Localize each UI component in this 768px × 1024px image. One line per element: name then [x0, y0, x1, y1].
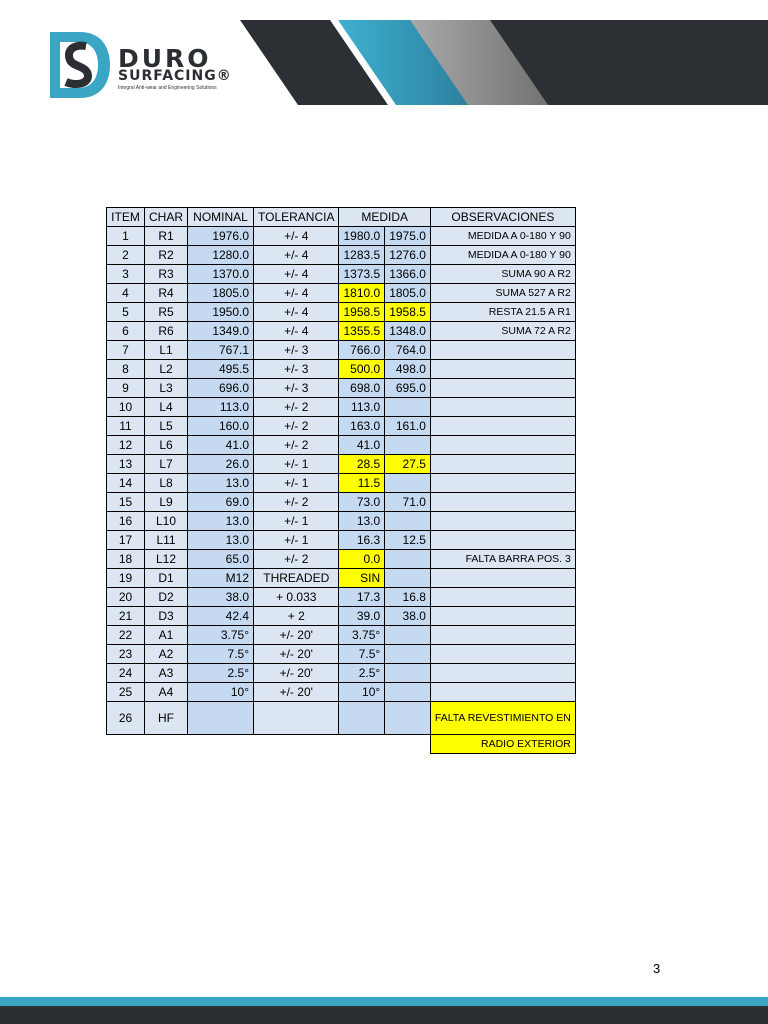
cell-nominal: 495.5 — [188, 360, 254, 379]
cell-nominal: 1280.0 — [188, 246, 254, 265]
cell-observacion: SUMA 72 A R2 — [430, 322, 575, 341]
measurement-table — [106, 207, 576, 754]
cell-nominal: 42.4 — [188, 607, 254, 626]
cell-medida-1: 766.0 — [339, 341, 385, 360]
cell-medida-2 — [385, 398, 431, 417]
table-row — [107, 341, 576, 360]
cell-medida-1: 11.5 — [339, 474, 385, 493]
cell-medida-1: 13.0 — [339, 512, 385, 531]
empty-cell — [188, 735, 254, 754]
cell-medida-1 — [339, 702, 385, 735]
cell-tolerance: +/- 4 — [254, 322, 339, 341]
cell-tolerance: +/- 4 — [254, 227, 339, 246]
cell-medida-2: 27.5 — [385, 455, 431, 474]
cell-medida-1: 1355.5 — [339, 322, 385, 341]
table-row — [107, 227, 576, 246]
header-observaciones: OBSERVACIONES — [430, 208, 575, 227]
company-logo — [46, 30, 246, 100]
cell-medida-2 — [385, 645, 431, 664]
cell-tolerance: +/- 4 — [254, 246, 339, 265]
header-nominal: NOMINAL — [188, 208, 254, 227]
cell-char: HF — [145, 702, 188, 735]
cell-nominal: 160.0 — [188, 417, 254, 436]
cell-medida-2 — [385, 569, 431, 588]
cell-char: L1 — [145, 341, 188, 360]
table-row — [107, 664, 576, 683]
cell-medida-2: 1805.0 — [385, 284, 431, 303]
cell-observacion-continued: RADIO EXTERIOR — [430, 735, 575, 754]
table-row — [107, 246, 576, 265]
cell-tolerance: +/- 1 — [254, 474, 339, 493]
table-row — [107, 303, 576, 322]
cell-medida-1: 163.0 — [339, 417, 385, 436]
cell-nominal: 1950.0 — [188, 303, 254, 322]
cell-medida-2: 1348.0 — [385, 322, 431, 341]
table-row — [107, 512, 576, 531]
cell-observacion: SUMA 527 A R2 — [430, 284, 575, 303]
cell-item: 4 — [107, 284, 145, 303]
cell-nominal: 1370.0 — [188, 265, 254, 284]
table-note-row — [107, 735, 576, 754]
cell-observacion — [430, 645, 575, 664]
cell-medida-1: 39.0 — [339, 607, 385, 626]
cell-tolerance: +/- 2 — [254, 398, 339, 417]
cell-char: R2 — [145, 246, 188, 265]
cell-tolerance: +/- 3 — [254, 379, 339, 398]
cell-observacion — [430, 493, 575, 512]
cell-char: L12 — [145, 550, 188, 569]
cell-item: 1 — [107, 227, 145, 246]
cell-medida-1: 10° — [339, 683, 385, 702]
table-row — [107, 284, 576, 303]
cell-tolerance: +/- 4 — [254, 265, 339, 284]
cell-nominal: 65.0 — [188, 550, 254, 569]
logo-tagline: Integral Anti-wear and Engineering Solutions — [118, 85, 217, 91]
cell-tolerance: +/- 3 — [254, 360, 339, 379]
cell-medida-1: 28.5 — [339, 455, 385, 474]
footer-blue-stripe — [0, 997, 768, 1006]
empty-cell — [107, 735, 145, 754]
cell-observacion — [430, 379, 575, 398]
logo-brand-line2: SURFACING® — [118, 68, 232, 84]
cell-nominal: 7.5° — [188, 645, 254, 664]
cell-nominal: 10° — [188, 683, 254, 702]
cell-nominal: 1349.0 — [188, 322, 254, 341]
cell-char: D1 — [145, 569, 188, 588]
cell-medida-2 — [385, 702, 431, 735]
cell-char: L8 — [145, 474, 188, 493]
cell-nominal: 69.0 — [188, 493, 254, 512]
table-row — [107, 607, 576, 626]
table-row — [107, 360, 576, 379]
cell-tolerance: THREADED — [254, 569, 339, 588]
empty-cell — [254, 735, 339, 754]
cell-nominal: 2.5° — [188, 664, 254, 683]
table-row — [107, 626, 576, 645]
cell-item: 24 — [107, 664, 145, 683]
table-row — [107, 683, 576, 702]
cell-observacion: RESTA 21.5 A R1 — [430, 303, 575, 322]
cell-observacion — [430, 607, 575, 626]
cell-item: 26 — [107, 702, 145, 735]
cell-item: 15 — [107, 493, 145, 512]
cell-observacion: SUMA 90 A R2 — [430, 265, 575, 284]
cell-nominal: 3.75° — [188, 626, 254, 645]
cell-nominal: 13.0 — [188, 512, 254, 531]
cell-medida-2 — [385, 436, 431, 455]
cell-medida-2: 1975.0 — [385, 227, 431, 246]
cell-medida-2 — [385, 664, 431, 683]
cell-medida-1: 41.0 — [339, 436, 385, 455]
empty-cell — [339, 735, 385, 754]
cell-char: L5 — [145, 417, 188, 436]
cell-tolerance: +/- 1 — [254, 512, 339, 531]
cell-medida-1: 3.75° — [339, 626, 385, 645]
cell-observacion — [430, 569, 575, 588]
cell-medida-1: 0.0 — [339, 550, 385, 569]
cell-char: R5 — [145, 303, 188, 322]
cell-char: A2 — [145, 645, 188, 664]
table-row — [107, 569, 576, 588]
cell-tolerance: +/- 4 — [254, 284, 339, 303]
cell-item: 17 — [107, 531, 145, 550]
cell-medida-2 — [385, 550, 431, 569]
cell-item: 23 — [107, 645, 145, 664]
cell-item: 19 — [107, 569, 145, 588]
cell-observacion — [430, 588, 575, 607]
cell-medida-2: 1366.0 — [385, 265, 431, 284]
cell-char: R6 — [145, 322, 188, 341]
header-item: ITEM — [107, 208, 145, 227]
table-row — [107, 550, 576, 569]
cell-item: 22 — [107, 626, 145, 645]
cell-nominal: 113.0 — [188, 398, 254, 417]
cell-char: L7 — [145, 455, 188, 474]
cell-tolerance — [254, 702, 339, 735]
cell-tolerance: +/- 1 — [254, 531, 339, 550]
cell-nominal: 41.0 — [188, 436, 254, 455]
cell-medida-2: 695.0 — [385, 379, 431, 398]
cell-observacion — [430, 474, 575, 493]
cell-medida-2: 161.0 — [385, 417, 431, 436]
cell-tolerance: +/- 2 — [254, 436, 339, 455]
cell-item: 3 — [107, 265, 145, 284]
cell-char: L6 — [145, 436, 188, 455]
cell-item: 21 — [107, 607, 145, 626]
cell-medida-2 — [385, 474, 431, 493]
cell-tolerance: +/- 2 — [254, 550, 339, 569]
empty-cell — [385, 735, 431, 754]
cell-item: 10 — [107, 398, 145, 417]
cell-medida-1: 17.3 — [339, 588, 385, 607]
cell-observacion: FALTA BARRA POS. 3 — [430, 550, 575, 569]
cell-medida-2: 1958.5 — [385, 303, 431, 322]
cell-nominal: M12 — [188, 569, 254, 588]
cell-medida-1: 1283.5 — [339, 246, 385, 265]
cell-item: 5 — [107, 303, 145, 322]
table-row — [107, 474, 576, 493]
cell-medida-1: 1810.0 — [339, 284, 385, 303]
page-number: 3 — [653, 961, 661, 976]
cell-tolerance: +/- 2 — [254, 493, 339, 512]
cell-medida-2 — [385, 683, 431, 702]
cell-medida-2: 38.0 — [385, 607, 431, 626]
cell-observacion: FALTA REVESTIMIENTO EN — [430, 702, 575, 735]
cell-medida-2: 12.5 — [385, 531, 431, 550]
cell-medida-2: 71.0 — [385, 493, 431, 512]
cell-char: R4 — [145, 284, 188, 303]
cell-item: 9 — [107, 379, 145, 398]
cell-item: 13 — [107, 455, 145, 474]
cell-item: 12 — [107, 436, 145, 455]
cell-item: 2 — [107, 246, 145, 265]
table-row — [107, 531, 576, 550]
cell-medida-1: 1958.5 — [339, 303, 385, 322]
cell-char: A1 — [145, 626, 188, 645]
cell-item: 11 — [107, 417, 145, 436]
cell-item: 6 — [107, 322, 145, 341]
cell-char: L10 — [145, 512, 188, 531]
cell-observacion — [430, 341, 575, 360]
cell-observacion: MEDIDA A 0-180 Y 90 — [430, 227, 575, 246]
cell-medida-1: 1373.5 — [339, 265, 385, 284]
cell-char: L3 — [145, 379, 188, 398]
cell-nominal — [188, 702, 254, 735]
cell-tolerance: +/- 20' — [254, 664, 339, 683]
table-row — [107, 493, 576, 512]
cell-observacion: MEDIDA A 0-180 Y 90 — [430, 246, 575, 265]
header-char: CHAR — [145, 208, 188, 227]
table-row — [107, 417, 576, 436]
cell-tolerance: +/- 20' — [254, 645, 339, 664]
cell-char: R1 — [145, 227, 188, 246]
cell-item: 14 — [107, 474, 145, 493]
cell-nominal: 38.0 — [188, 588, 254, 607]
cell-nominal: 13.0 — [188, 474, 254, 493]
cell-medida-1: 500.0 — [339, 360, 385, 379]
table-row — [107, 455, 576, 474]
cell-tolerance: +/- 1 — [254, 455, 339, 474]
cell-item: 20 — [107, 588, 145, 607]
table-row — [107, 398, 576, 417]
cell-observacion — [430, 455, 575, 474]
cell-tolerance: +/- 20' — [254, 626, 339, 645]
cell-char: L11 — [145, 531, 188, 550]
table-row — [107, 702, 576, 735]
cell-char: L4 — [145, 398, 188, 417]
cell-observacion — [430, 683, 575, 702]
cell-char: L2 — [145, 360, 188, 379]
table-row — [107, 436, 576, 455]
cell-nominal: 13.0 — [188, 531, 254, 550]
logo-mark-icon — [46, 30, 112, 100]
table-row — [107, 379, 576, 398]
cell-char: D3 — [145, 607, 188, 626]
cell-medida-2 — [385, 512, 431, 531]
cell-nominal: 1805.0 — [188, 284, 254, 303]
table-row — [107, 588, 576, 607]
cell-char: L9 — [145, 493, 188, 512]
logo-brand-line1: DURO — [118, 44, 212, 73]
cell-item: 16 — [107, 512, 145, 531]
cell-char: R3 — [145, 265, 188, 284]
cell-item: 8 — [107, 360, 145, 379]
cell-nominal: 1976.0 — [188, 227, 254, 246]
cell-tolerance: +/- 4 — [254, 303, 339, 322]
cell-medida-1: SIN — [339, 569, 385, 588]
cell-medida-2: 498.0 — [385, 360, 431, 379]
table-row — [107, 265, 576, 284]
cell-medida-1: 73.0 — [339, 493, 385, 512]
cell-observacion — [430, 531, 575, 550]
cell-observacion — [430, 512, 575, 531]
cell-observacion — [430, 360, 575, 379]
cell-medida-1: 113.0 — [339, 398, 385, 417]
cell-medida-1: 16.3 — [339, 531, 385, 550]
cell-nominal: 26.0 — [188, 455, 254, 474]
footer-dark-band — [0, 1006, 768, 1024]
cell-medida-1: 698.0 — [339, 379, 385, 398]
cell-observacion — [430, 626, 575, 645]
cell-item: 25 — [107, 683, 145, 702]
cell-tolerance: +/- 20' — [254, 683, 339, 702]
empty-cell — [145, 735, 188, 754]
cell-nominal: 696.0 — [188, 379, 254, 398]
header-medida: MEDIDA — [339, 208, 430, 227]
cell-item: 18 — [107, 550, 145, 569]
cell-medida-1: 7.5° — [339, 645, 385, 664]
cell-medida-1: 2.5° — [339, 664, 385, 683]
cell-observacion — [430, 436, 575, 455]
cell-tolerance: +/- 3 — [254, 341, 339, 360]
cell-item: 7 — [107, 341, 145, 360]
cell-medida-1: 1980.0 — [339, 227, 385, 246]
cell-observacion — [430, 664, 575, 683]
cell-medida-2: 764.0 — [385, 341, 431, 360]
cell-tolerance: +/- 2 — [254, 417, 339, 436]
header-tolerancia: TOLERANCIA — [254, 208, 339, 227]
cell-char: D2 — [145, 588, 188, 607]
cell-observacion — [430, 398, 575, 417]
cell-medida-2 — [385, 626, 431, 645]
table-row — [107, 322, 576, 341]
cell-char: A3 — [145, 664, 188, 683]
cell-observacion — [430, 417, 575, 436]
cell-nominal: 767.1 — [188, 341, 254, 360]
table-header-row — [107, 208, 576, 227]
cell-medida-2: 1276.0 — [385, 246, 431, 265]
cell-medida-2: 16.8 — [385, 588, 431, 607]
cell-tolerance: + 2 — [254, 607, 339, 626]
cell-char: A4 — [145, 683, 188, 702]
table-row — [107, 645, 576, 664]
cell-tolerance: + 0.033 — [254, 588, 339, 607]
